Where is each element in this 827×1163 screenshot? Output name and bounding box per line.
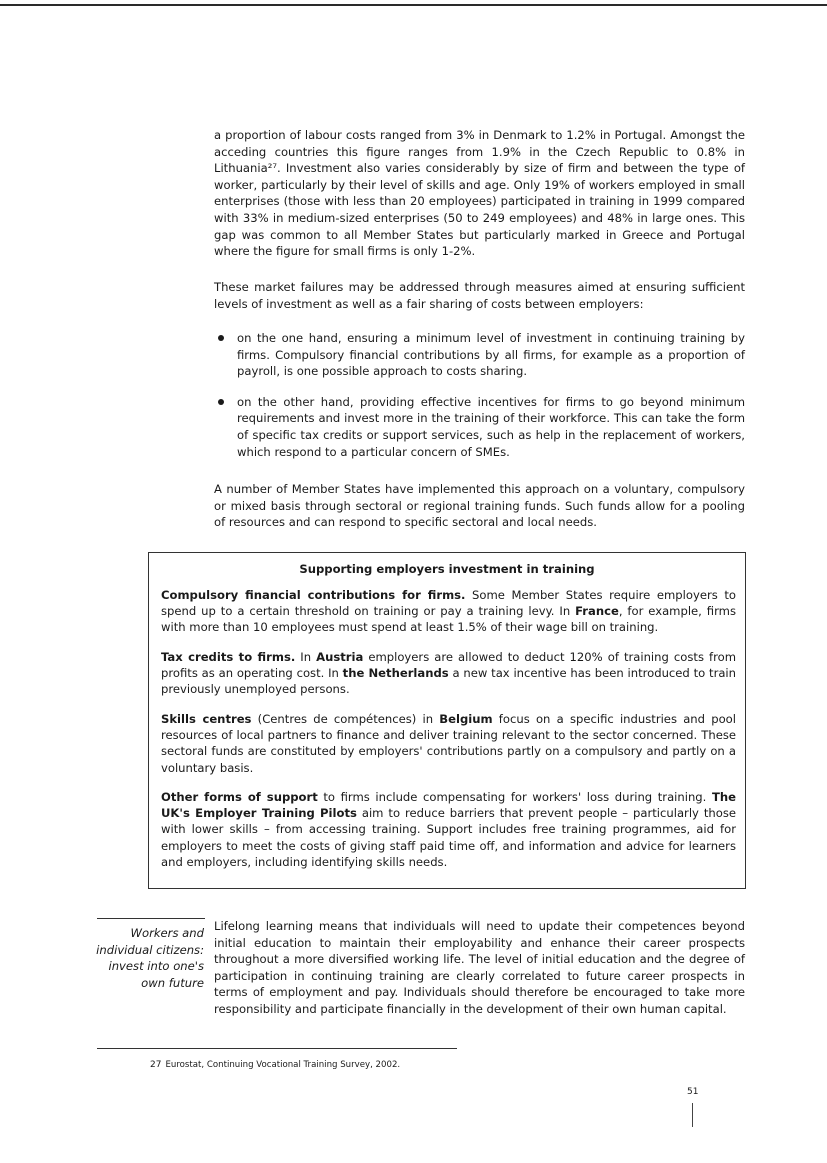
bullet-text: on the other hand, providing effective incentives for firms to go beyond minimum requirements and invest more in the training of their workforce. This can take the form of specific tax credits or support services, such as help in the replacement of workers, which respond to a particular concern of SMEs. [237,394,745,459]
box-other-text-2: aim to reduce barriers that prevent people – particularly those with lower skills – from accessing training. Support includes free training programmes, aid for employers to meet the costs of giving staff paid time off, and information and advice for learners and employers, including identifying skills needs. [161,806,737,869]
box-netherlands: the Netherlands [342,666,449,681]
bullet-dot-icon [218,335,224,341]
top-rule [0,4,827,6]
box-title: Supporting employers investment in training [299,562,595,576]
page-number: 51 [687,1087,699,1097]
member-states-paragraph: A number of Member States have implemented this approach on a voluntary, compulsory or mixed basis through sectoral or regional training funds. Such funds allow for a pooling of resources and can respond to specific sectoral and local needs. [214,482,745,530]
box-compulsory-paragraph [161,587,736,636]
box-compulsory-text-2: , for example, firms with more than 10 employees must spend at least 1.5% of their wage bill on training. [161,604,736,635]
bullet-list [214,330,745,460]
bullet-text: on the one hand, ensuring a minimum level of investment in continuing training by firms. Compulsory financial contributions by all firms, for example as a proportion of payroll, is one possible approach to costs sharing. [237,331,745,379]
box-skills-text: (Centres de compétences) in [251,712,440,726]
footnote-number: 27 [150,1060,162,1070]
box-belgium: Belgium [439,712,493,726]
box-compulsory-text: Some Member States require employers to spend up to a certain threshold on training or pay a training levy. In [161,588,737,619]
market-failures-paragraph: These market failures may be addressed through measures aimed at ensuring sufficient levels of investment as well as a fair sharing of costs between employers: [214,280,745,311]
box-tax-text-3: a new tax incentive has been introduced to train previously unemployed persons. [161,666,737,697]
page-mark [692,1103,693,1127]
bullet-item [214,330,745,380]
margin-note: Workers and individual citizens: invest into one's own future [96,926,204,990]
bullet-dot-icon [218,399,224,405]
box-france: France [575,604,619,619]
intro-paragraph: a proportion of labour costs ranged from 3% in Denmark to 1.2% in Portugal. Amongst the acceding countries this figure ranges from 1.9% in the Czech Republic to 0.8% in Lithuania²⁷. Investment also varies considerably by size of firm and between the type of worker, particularly by their level of skills and age. Only 19% of workers employed in small enterprises (those with less than 20 employees) participated in training in 1999 compared with 33% in medium-sized enterprises (50 to 249 employees) and 48% in large ones. This gap was common to all Member States but particularly marked in Greece and Portugal where the figure for small firms is only 1-2%. [214,128,745,259]
box-other-lead: Other forms of support [161,790,318,804]
box-skills-lead: Skills centres [161,712,252,726]
footnote-rule [97,1048,457,1049]
box-austria: Austria [316,650,364,664]
lifelong-paragraph: Lifelong learning means that individuals will need to update their competences beyond initial education to maintain their employability and enhance their career prospects throughout a more diversified working life. The level of initial education and the degree of participation in continuing training are clearly correlated to future career prospects in terms of employment and pay. Individuals should therefore be encouraged to take more responsibility and participate financially in the development of their own human capital. [214,919,745,1016]
box-uk: The UK's Employer Training Pilots [161,790,736,821]
box-other-text: to firms include compensating for workers' loss during training. [317,790,712,804]
bullet-item [214,394,745,460]
margin-note-rule [97,918,205,919]
footnote [150,1060,400,1070]
box-tax-paragraph [161,649,736,698]
box-skills-paragraph [161,711,736,776]
box-tax-lead: Tax credits to firms. [161,650,296,664]
box-compulsory-lead: Compulsory financial contributions for firms. [161,588,466,602]
box-tax-text: In [295,650,317,664]
box-tax-text-2: employers are allowed to deduct 120% of training costs from profits as an operating cost. In [161,650,737,681]
box-skills-text-2: focus on a specific industries and pool resources of local partners to finance and deliver training relevant to the sector concerned. These sectoral funds are constituted by employers' contributions partly on a compulsory and partly on a voluntary basis. [161,712,736,775]
info-box [148,552,746,889]
box-other-paragraph [161,789,736,870]
footnote-text: Eurostat, Continuing Vocational Training Survey, 2002. [165,1060,401,1070]
